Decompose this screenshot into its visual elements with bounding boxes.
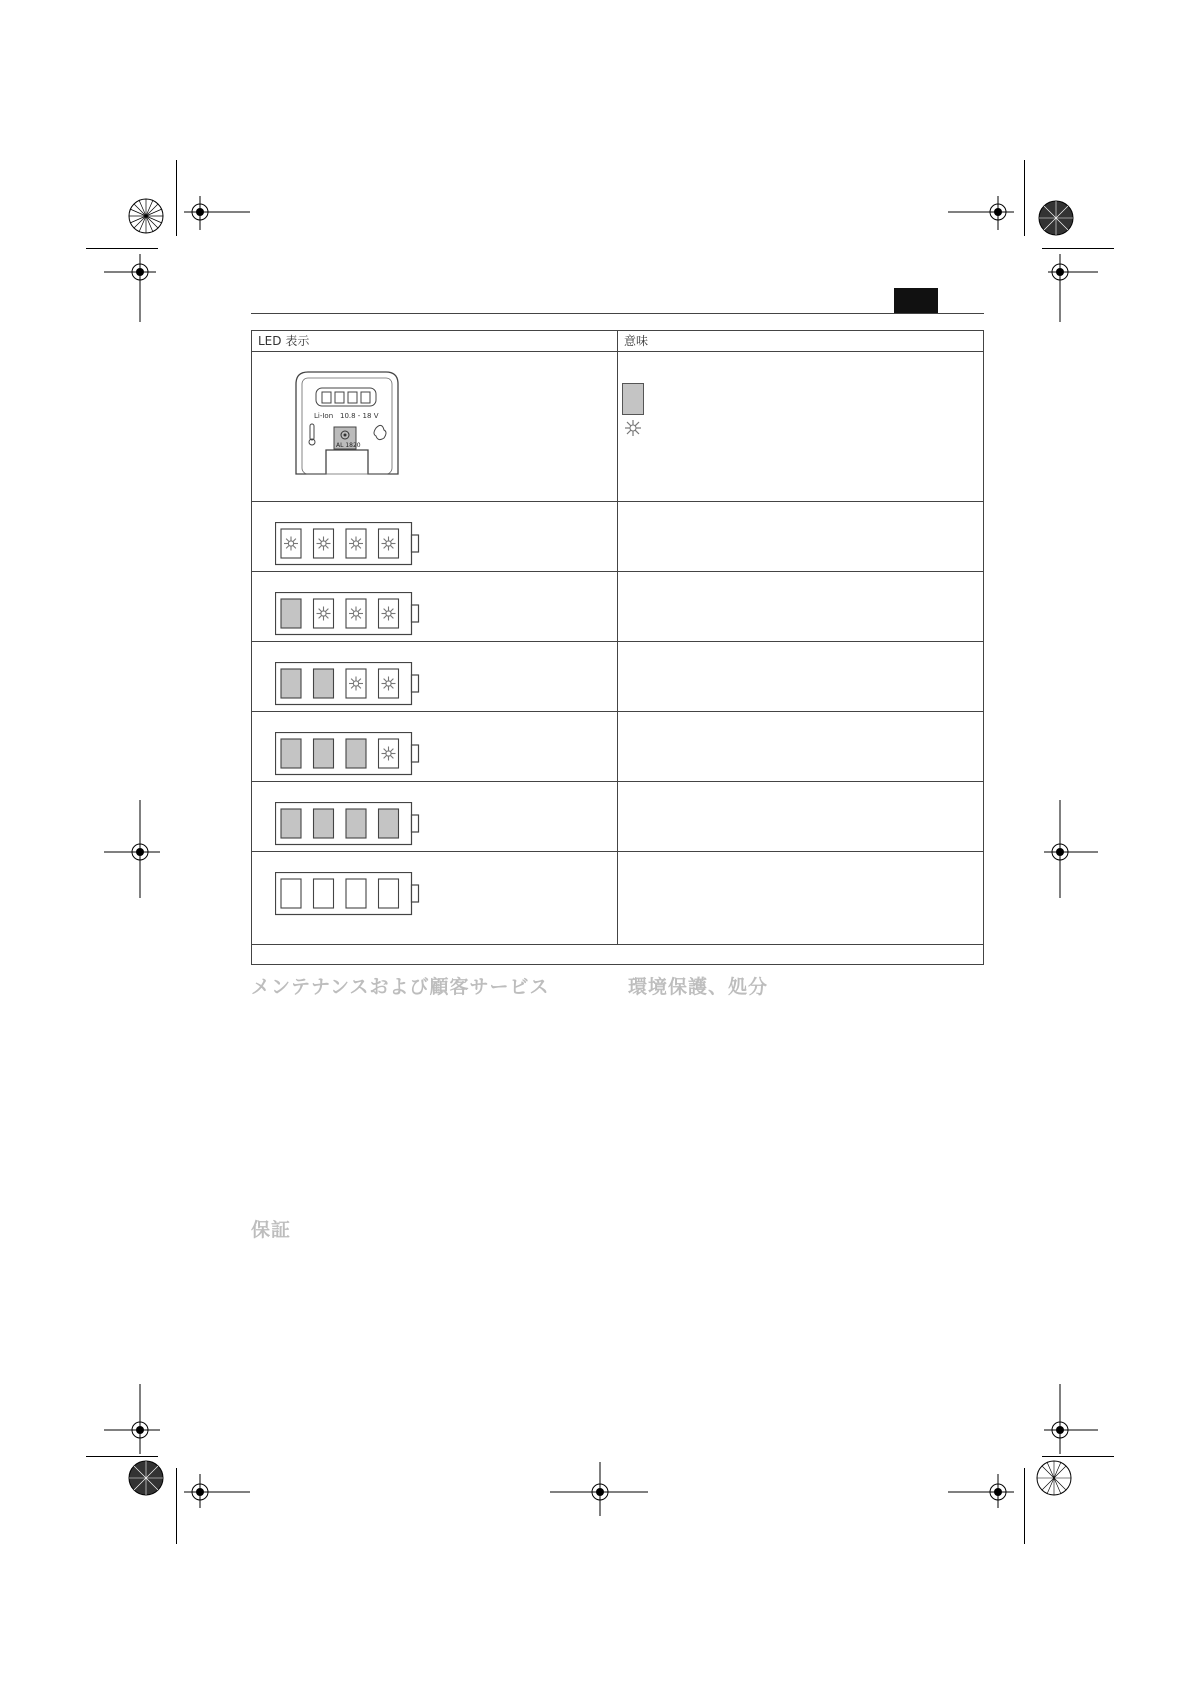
- crosshair-icon: [1040, 254, 1100, 324]
- battery-terminal: [412, 885, 419, 902]
- battery-indicator-icon: [275, 522, 425, 566]
- led-segment-on: [346, 739, 366, 768]
- battery-indicator-cell: [252, 572, 618, 642]
- meaning-cell: [618, 502, 984, 572]
- header-meaning: 意味: [618, 331, 984, 352]
- meaning-cell: [618, 852, 984, 945]
- battery-indicator-icon: [275, 592, 425, 636]
- battery-terminal: [412, 605, 419, 622]
- battery-indicator-cell: [252, 782, 618, 852]
- battery-indicator-icon: [275, 662, 425, 706]
- battery-indicator-cell: [252, 502, 618, 572]
- led-segment-on: [379, 809, 399, 838]
- battery-terminal: [412, 535, 419, 552]
- led-segment-on: [314, 739, 334, 768]
- registration-wheel-icon: [126, 1458, 166, 1498]
- header-rule: [251, 313, 984, 314]
- charger-icon: [252, 352, 441, 497]
- charger-label-model: AL 1820: [336, 442, 361, 449]
- battery-terminal: [412, 675, 419, 692]
- registration-wheel-icon: [120, 180, 176, 236]
- led-indicator-table: [251, 330, 984, 965]
- battery-indicator-icon: [275, 732, 425, 776]
- crosshair-icon: [550, 1458, 650, 1518]
- legend-cell: [618, 352, 984, 502]
- registration-wheel-icon: [1034, 196, 1078, 240]
- led-segment-off: [379, 879, 399, 908]
- led-on-legend-icon: [622, 383, 644, 415]
- led-segment-off: [281, 879, 301, 908]
- warranty-heading: 保証: [251, 1219, 292, 1241]
- battery-indicator-icon: [275, 802, 425, 846]
- crosshair-icon: [184, 196, 254, 232]
- led-segment-on: [314, 809, 334, 838]
- crosshair-icon: [1040, 1384, 1100, 1456]
- charger-label-voltage: 10.8 - 18 V: [340, 412, 379, 420]
- charger-illustration-cell: [252, 352, 618, 502]
- meaning-cell: [618, 712, 984, 782]
- led-segment-off: [346, 879, 366, 908]
- crosshair-icon: [104, 254, 160, 324]
- led-segment-off: [314, 879, 334, 908]
- language-tab: [894, 288, 938, 313]
- crosshair-icon: [948, 1474, 1018, 1510]
- led-segment-on: [346, 809, 366, 838]
- led-blink-legend-icon: [625, 420, 641, 436]
- meaning-cell: [618, 782, 984, 852]
- registration-wheel-icon: [1034, 1458, 1074, 1498]
- led-segment-on: [281, 599, 301, 628]
- meaning-cell: [618, 642, 984, 712]
- battery-terminal: [412, 815, 419, 832]
- led-segment-on: [281, 739, 301, 768]
- led-segment-on: [281, 669, 301, 698]
- battery-indicator-cell: [252, 642, 618, 712]
- environment-heading: 環境保護、処分: [628, 976, 769, 998]
- crosshair-icon: [1040, 800, 1100, 900]
- battery-indicator-cell: [252, 852, 618, 945]
- header-led-display: LED 表示: [252, 331, 618, 352]
- crosshair-icon: [948, 196, 1018, 232]
- crosshair-icon: [104, 800, 164, 900]
- led-segment-on: [281, 809, 301, 838]
- battery-indicator-cell: [252, 712, 618, 782]
- meaning-cell: [618, 572, 984, 642]
- table-footer-row: [252, 945, 984, 965]
- crosshair-icon: [104, 1384, 164, 1456]
- charger-label-cells: Li-Ion: [314, 412, 334, 420]
- battery-terminal: [412, 745, 419, 762]
- led-segment-on: [314, 669, 334, 698]
- maintenance-heading: メンテナンスおよび顧客サービス: [251, 976, 550, 998]
- battery-indicator-icon: [275, 872, 425, 916]
- crosshair-icon: [184, 1474, 254, 1510]
